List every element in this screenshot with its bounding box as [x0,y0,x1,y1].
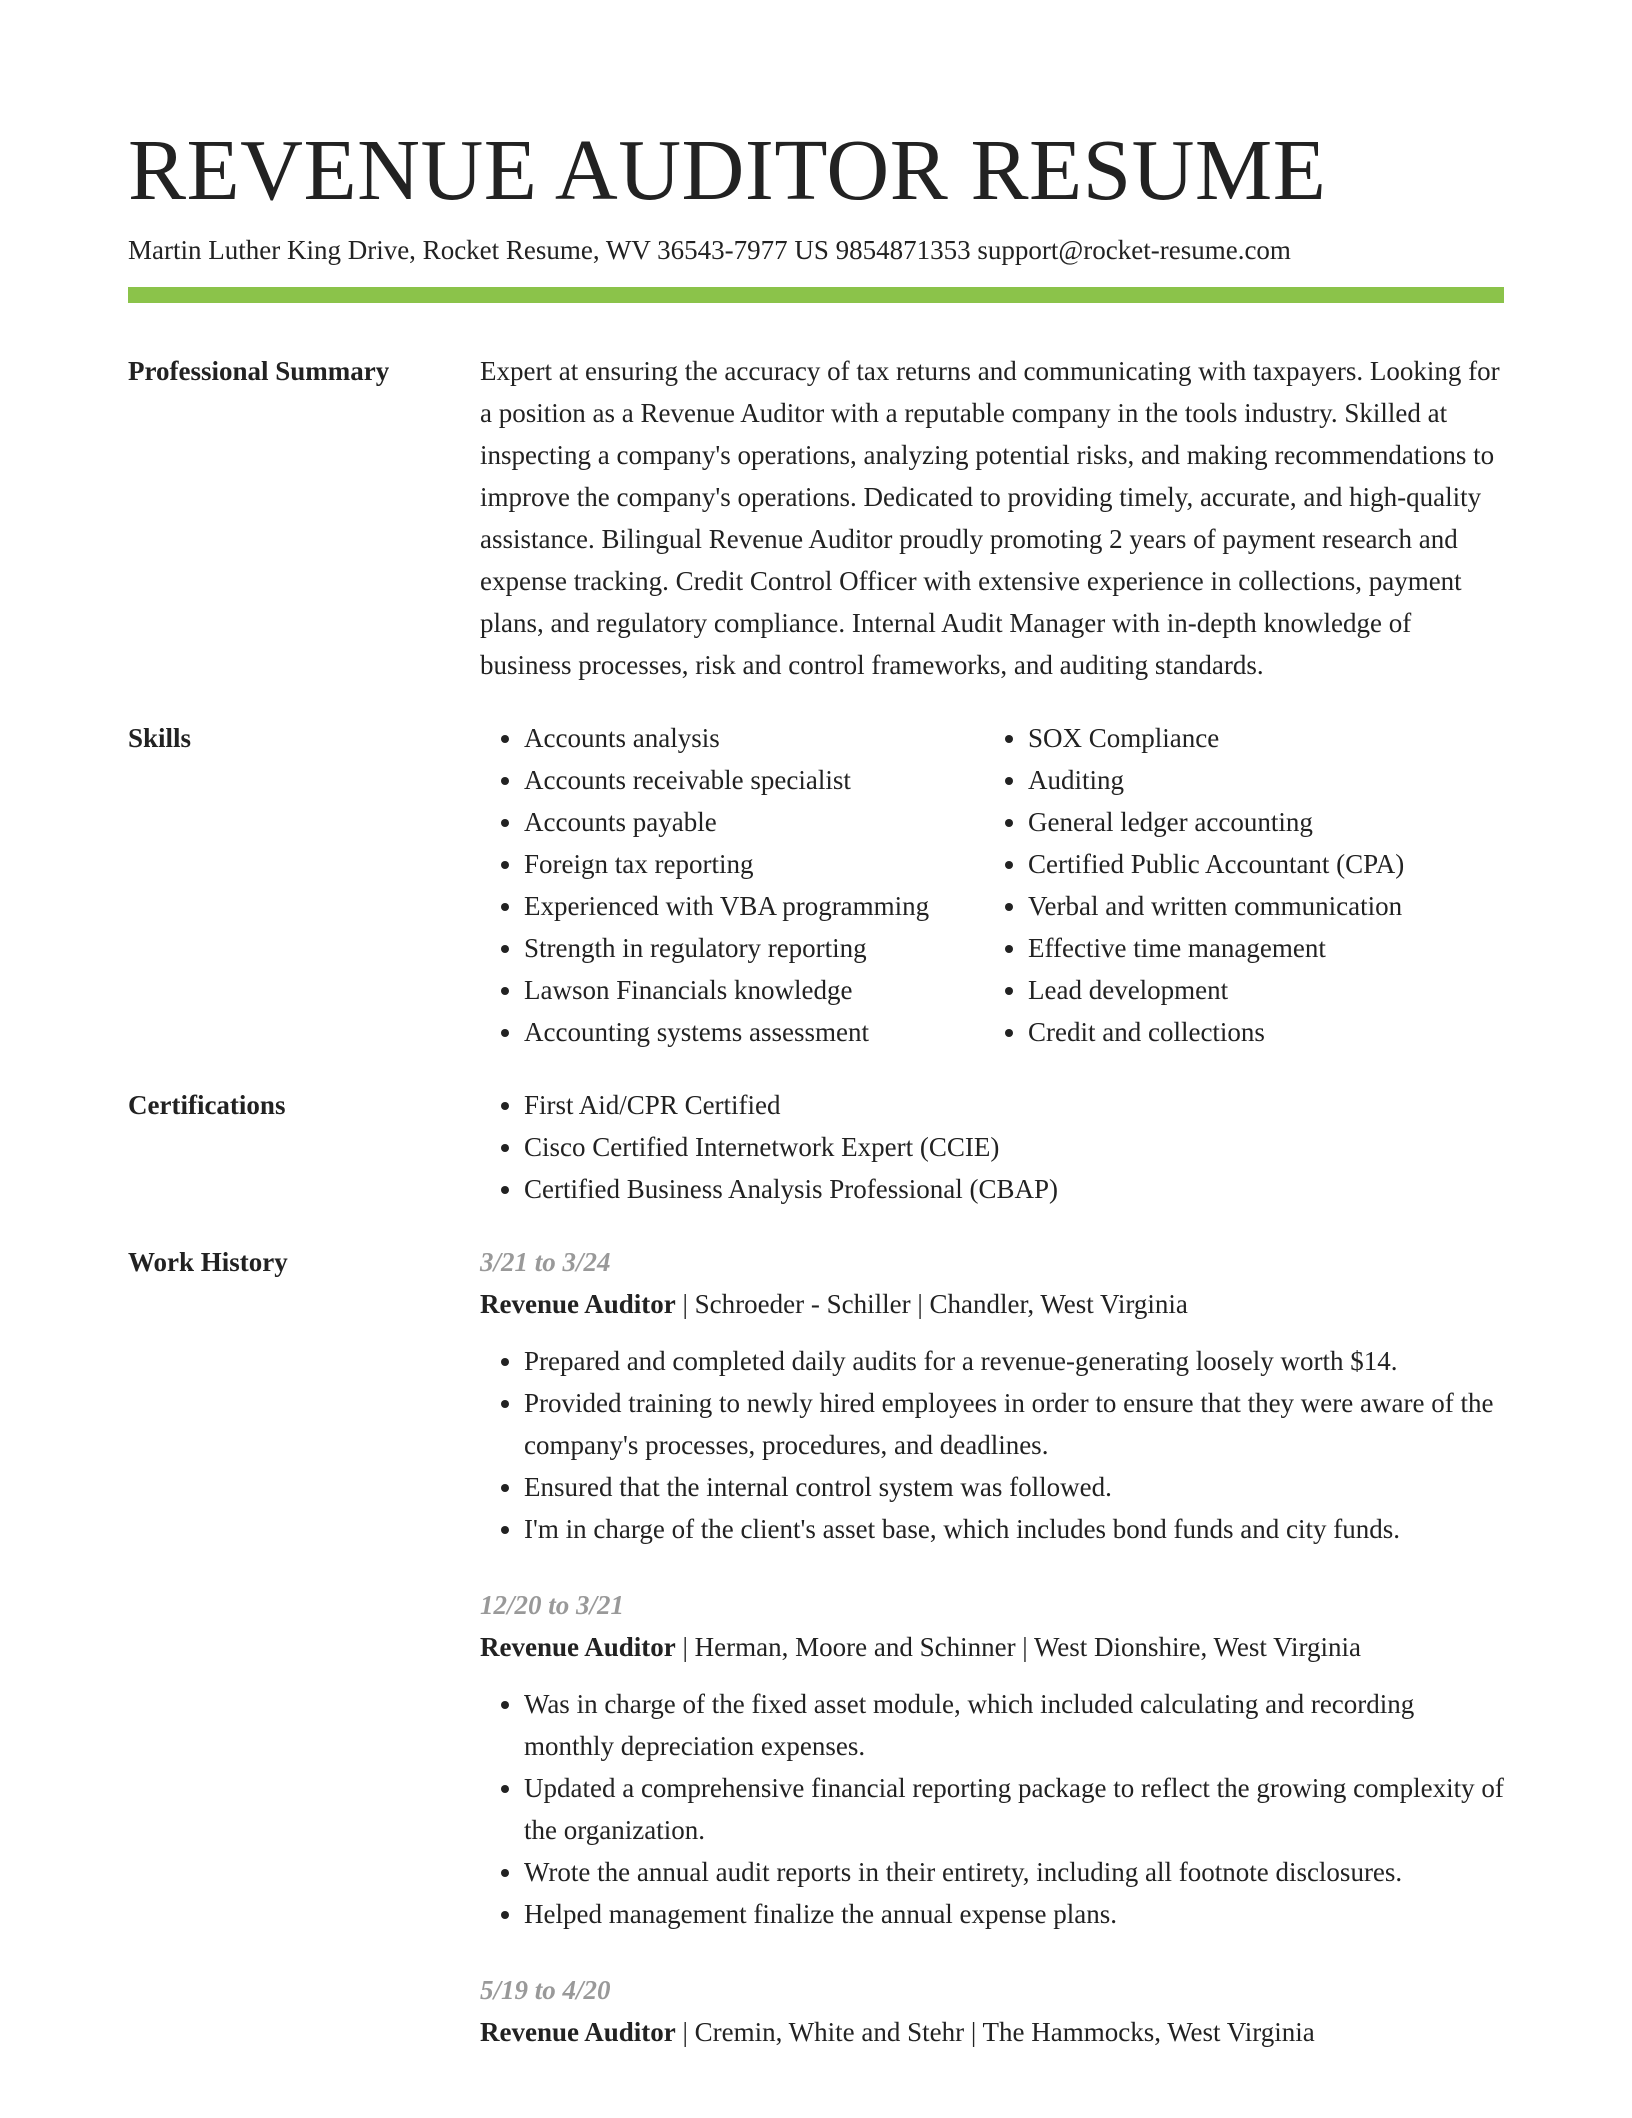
skills-section [128,717,1504,1053]
certifications-section [128,1084,1504,1210]
skills-heading: Skills [128,723,192,753]
skill-item: • SOX Compliance [1028,717,1488,759]
skill-item: • Accounting systems assessment [524,1011,984,1053]
skill-item: • Accounts analysis [524,717,984,759]
skill-item: • Effective time management [1028,927,1488,969]
skill-item: • Lead development [1028,969,1488,1011]
job-dates: 3/21 to 3/24 [480,1247,611,1277]
job-dates: 5/19 to 4/20 [480,1975,611,2005]
work-history-section [128,1241,1504,2087]
skill-item: • Experienced with VBA programming [524,885,984,927]
certification-item: • Certified Business Analysis Professional (CBAP) [524,1168,1504,1210]
accent-divider [128,287,1504,303]
job-details: | Cremin, White and Stehr | The Hammocks, West Virginia [675,2017,1315,2047]
skills-column-left [480,717,984,1053]
summary-section [128,350,1504,686]
job-entry [480,1241,1504,1550]
skills-column-right [984,717,1488,1053]
job-details: | Schroeder - Schiller | Chandler, West Virginia [675,1289,1188,1319]
summary-heading: Professional Summary [128,356,390,386]
job-details: | Herman, Moore and Schinner | West Dionshire, West Virginia [675,1632,1361,1662]
work-history-heading: Work History [128,1247,288,1277]
skill-item: • Certified Public Accountant (CPA) [1028,843,1488,885]
job-heading [480,2011,1504,2053]
job-bullet: • I'm in charge of the client's asset base, which includes bond funds and city funds. [524,1508,1504,1550]
skill-item: • General ledger accounting [1028,801,1488,843]
job-heading [480,1626,1504,1668]
job-title: Revenue Auditor [480,1289,676,1319]
job-bullet: • Was in charge of the fixed asset module, which included calculating and recording monthly depreciation expenses. [524,1683,1504,1767]
job-bullet: • Helped management finalize the annual expense plans. [524,1893,1504,1935]
job-entry [480,1584,1504,1935]
skill-item: • Accounts receivable specialist [524,759,984,801]
job-dates: 12/20 to 3/21 [480,1590,625,1620]
resume-page [128,118,1504,2118]
certification-item: • First Aid/CPR Certified [524,1084,1504,1126]
skill-item: • Accounts payable [524,801,984,843]
job-title: Revenue Auditor [480,2017,676,2047]
skill-item: • Credit and collections [1028,1011,1488,1053]
skill-item: • Auditing [1028,759,1488,801]
summary-text: Expert at ensuring the accuracy of tax returns and communicating with taxpayers. Looking for a position as a Revenue Auditor with a reputable company in the tools industry. Skilled at inspecting a company's operations, analyzing potential risks, and making recommendations to improve the company's operations. Dedicated to providing timely, accurate, and high-quality assistance. Bilingual Revenue Auditor proudly promoting 2 years of payment research and expense tracking. Credit Control Officer with extensive experience in collections, payment plans, and regulatory compliance. Internal Audit Manager with in-depth knowledge of business processes, risk and control frameworks, and auditing standards. [480,356,1500,680]
job-title: Revenue Auditor [480,1632,676,1662]
skill-item: • Verbal and written communication [1028,885,1488,927]
skill-item: • Lawson Financials knowledge [524,969,984,1011]
skill-item: • Strength in regulatory reporting [524,927,984,969]
contact-line: Martin Luther King Drive, Rocket Resume, WV 36543-7977 US 9854871353 support@rocket-resume.com [128,235,1291,265]
job-bullet: • Wrote the annual audit reports in their entirety, including all footnote disclosures. [524,1851,1504,1893]
job-bullet: • Provided training to newly hired employees in order to ensure that they were aware of the company's processes, procedures, and deadlines. [524,1382,1504,1466]
job-entry [480,1969,1504,2053]
certification-item: • Cisco Certified Internetwork Expert (CCIE) [524,1126,1504,1168]
job-bullet: • Prepared and completed daily audits for a revenue-generating loosely worth $14. [524,1340,1504,1382]
certifications-heading: Certifications [128,1090,286,1120]
job-bullet: • Ensured that the internal control system was followed. [524,1466,1504,1508]
job-heading [480,1283,1504,1325]
job-bullet: • Updated a comprehensive financial reporting package to reflect the growing complexity of the organization. [524,1767,1504,1851]
resume-title: REVENUE AUDITOR RESUME [128,121,1327,218]
skill-item: • Foreign tax reporting [524,843,984,885]
